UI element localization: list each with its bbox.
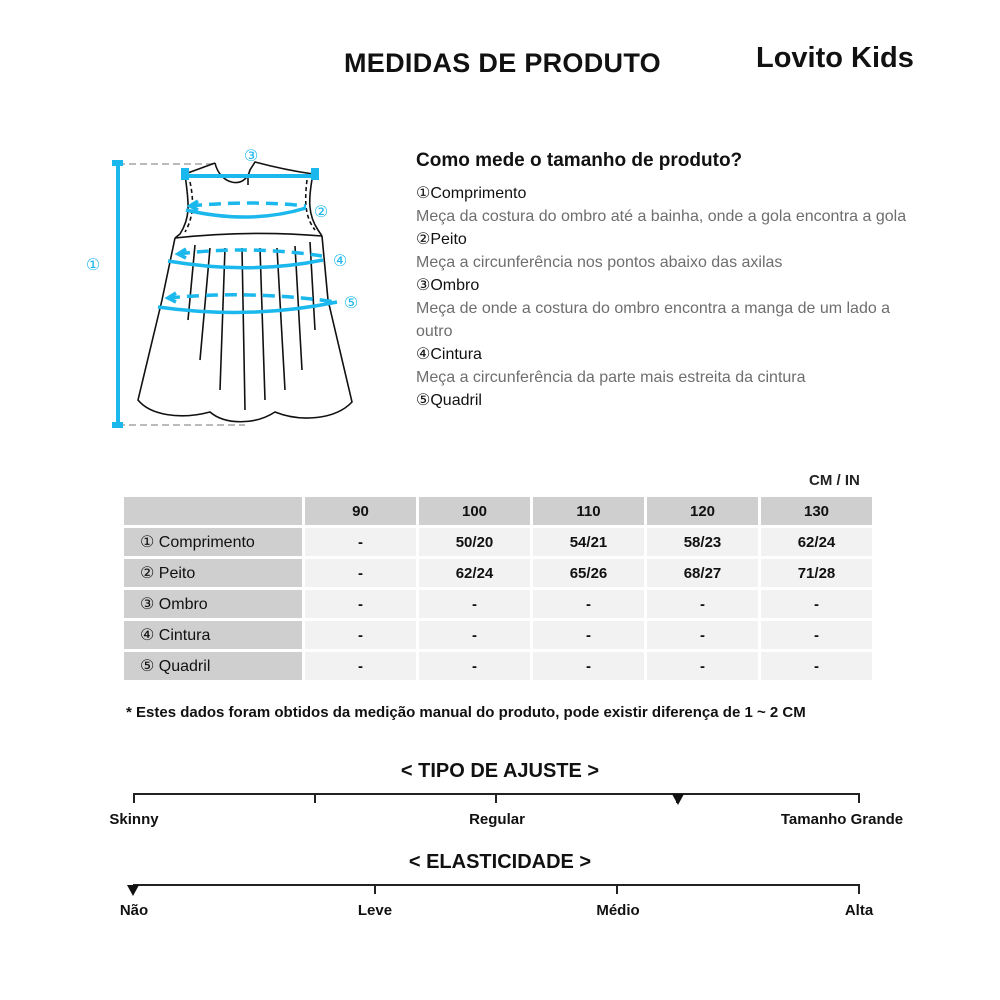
elasticity-marker-icon	[127, 885, 139, 896]
fit-label-skinny: Skinny	[109, 811, 159, 828]
table-cell: 50/20	[419, 528, 530, 556]
table-row	[124, 559, 872, 587]
table-cell: -	[647, 621, 758, 649]
elasticity-label-medium: Médio	[596, 902, 640, 919]
row-label: ② Peito	[124, 559, 302, 587]
measurement-note: * Estes dados foram obtidos da medição manual do produto, pode existir diferença de 1 ~ 2 CM	[126, 704, 806, 721]
table-cell: 65/26	[533, 559, 644, 587]
column-header: 90	[305, 497, 416, 525]
dress-outline	[138, 162, 352, 422]
waist-indicator	[168, 249, 323, 268]
howto-item-title: ⑤Quadril	[416, 392, 482, 409]
page-title: MEDIDAS DE PRODUTO	[344, 48, 661, 78]
label-3-icon: ③	[243, 146, 259, 165]
unit-label: CM / IN	[809, 472, 860, 489]
table-cell: 68/27	[647, 559, 758, 587]
table-row	[124, 528, 872, 556]
table-row	[124, 652, 872, 680]
howto-item-length	[416, 182, 916, 228]
howto-item-hip	[416, 389, 916, 412]
table-cell: 54/21	[533, 528, 644, 556]
table-cell: -	[647, 590, 758, 618]
table-cell: -	[533, 621, 644, 649]
table-cell: 62/24	[419, 559, 530, 587]
table-cell: -	[305, 621, 416, 649]
elasticity-label-high: Alta	[844, 902, 874, 919]
table-cell: -	[419, 590, 530, 618]
elasticity-scale-line	[133, 884, 860, 886]
elasticity-label-none: Não	[119, 902, 149, 919]
row-label: ④ Cintura	[124, 621, 302, 649]
elasticity-scale-title: < ELASTICIDADE >	[408, 851, 592, 873]
howto-item-title: ④Cintura	[416, 346, 482, 363]
table-cell: -	[419, 621, 530, 649]
header-corner-cell	[124, 497, 302, 525]
table-cell: -	[761, 652, 872, 680]
table-header-row	[124, 497, 872, 525]
label-5-icon: ⑤	[343, 293, 359, 312]
howto-item-desc: Meça de onde a costura do ombro encontra a manga de um lado a outro	[416, 300, 891, 340]
table-row	[124, 590, 872, 618]
table-cell: 58/23	[647, 528, 758, 556]
length-indicator	[112, 160, 123, 428]
howto-item-title: ①Comprimento	[416, 185, 527, 202]
table-cell: -	[305, 559, 416, 587]
dress-measurement-diagram	[70, 130, 390, 440]
column-header: 110	[533, 497, 644, 525]
fit-label-large: Tamanho Grande	[780, 811, 904, 828]
howto-item-shoulder	[416, 274, 916, 343]
fit-tick	[858, 793, 860, 803]
table-cell: -	[419, 652, 530, 680]
row-label: ① Comprimento	[124, 528, 302, 556]
row-label: ⑤ Quadril	[124, 652, 302, 680]
elasticity-tick	[858, 884, 860, 894]
brand-logo: Lovito Kids	[756, 42, 914, 74]
howto-item-chest	[416, 228, 916, 274]
hip-indicator	[158, 293, 337, 312]
fit-tick	[133, 793, 135, 803]
fit-label-regular: Regular	[469, 811, 525, 828]
table-cell: 62/24	[761, 528, 872, 556]
table-cell: -	[305, 590, 416, 618]
howto-item-desc: Meça da costura do ombro até a bainha, onde a gola encontra a gola	[416, 208, 907, 225]
elasticity-tick	[616, 884, 618, 894]
fit-marker-icon	[672, 794, 684, 805]
elasticity-label-light: Leve	[357, 902, 393, 919]
howto-item-title: ②Peito	[416, 231, 467, 248]
column-header: 120	[647, 497, 758, 525]
table-row	[124, 621, 872, 649]
label-4-icon: ④	[332, 251, 348, 270]
table-cell: -	[761, 621, 872, 649]
table-cell: -	[761, 590, 872, 618]
size-table	[121, 494, 875, 683]
howto-item-desc: Meça a circunferência da parte mais estreita da cintura	[416, 369, 806, 386]
table-cell: -	[533, 652, 644, 680]
row-label: ③ Ombro	[124, 590, 302, 618]
table-cell: 71/28	[761, 559, 872, 587]
fit-tick	[495, 793, 497, 803]
howto-item-waist	[416, 343, 916, 389]
table-cell: -	[305, 652, 416, 680]
label-2-icon: ②	[313, 202, 329, 221]
chest-indicator	[186, 201, 306, 217]
column-header: 130	[761, 497, 872, 525]
table-cell: -	[647, 652, 758, 680]
fit-scale	[109, 793, 904, 833]
elasticity-tick	[374, 884, 376, 894]
label-1-icon: ①	[85, 255, 101, 274]
elasticity-scale	[119, 884, 874, 924]
fit-scale-title: < TIPO DE AJUSTE >	[400, 760, 600, 782]
column-header: 100	[419, 497, 530, 525]
table-cell: -	[305, 528, 416, 556]
howto-item-desc: Meça a circunferência nos pontos abaixo das axilas	[416, 254, 783, 271]
howto-item-title: ③Ombro	[416, 277, 480, 294]
fit-tick	[314, 793, 316, 803]
how-to-measure-heading: Como mede o tamanho de produto?	[416, 150, 743, 171]
how-to-measure-section	[416, 150, 916, 412]
table-cell: -	[533, 590, 644, 618]
